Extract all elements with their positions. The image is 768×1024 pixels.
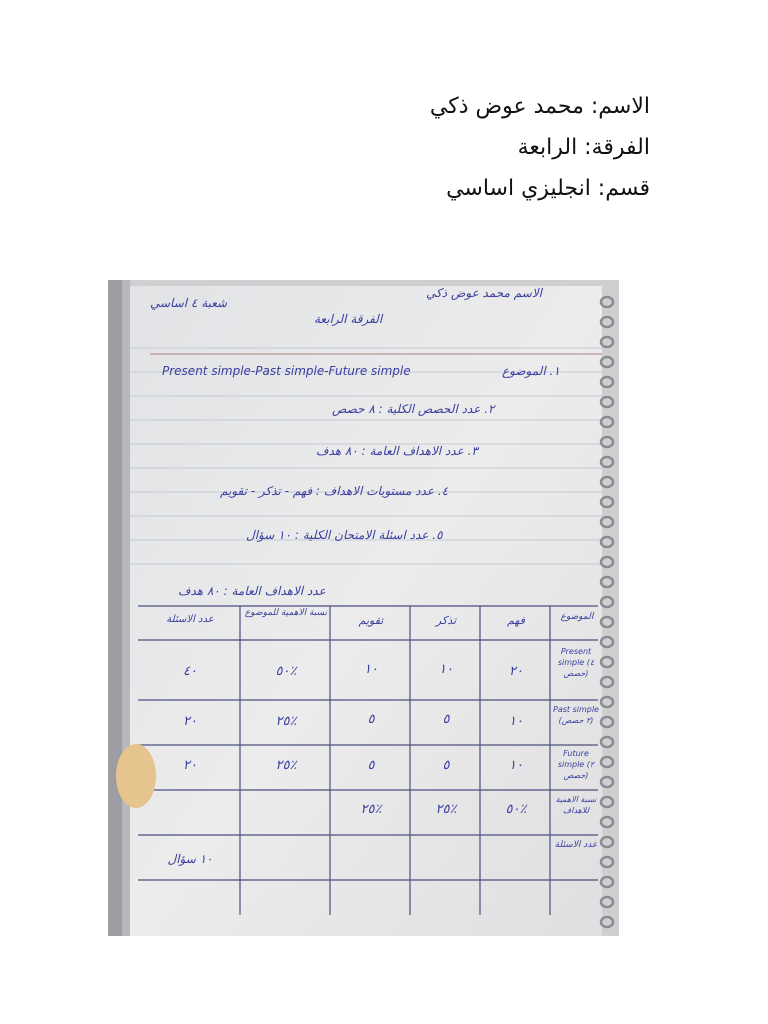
nb-levels: ٤. عدد مستويات الاهداف : فهم - تذكر - تقويم [220, 484, 449, 498]
row1-count: ٤٠ [183, 664, 197, 679]
student-year: الفرقة: الرابعة [517, 135, 650, 160]
tape-sticker [116, 744, 156, 808]
nb-questions: ٥. عدد اسئلة الامتحان الكلية : ١٠ سؤال [246, 528, 443, 542]
nb-table-title: عدد الاهداف العامة : ٨٠ هدف [178, 584, 326, 598]
col-header-evaluate: تقويم [358, 614, 384, 627]
student-info [230, 86, 650, 209]
row3-understand: ١٠ [509, 758, 523, 773]
student-name: الاسم: محمد عوض ذكي [429, 94, 650, 119]
col-header-count: عدد الاسئلة [166, 614, 214, 625]
notebook-page [108, 280, 619, 936]
row4-topic: نسبة الاهمية للاهداف [555, 795, 597, 815]
nb-goals: ٣. عدد الاهداف العامة : ٨٠ هدف [316, 444, 478, 458]
row2-remember: ٥ [442, 712, 450, 727]
col-header-understand: فهم [507, 614, 525, 627]
row5-count: ١٠ سؤال [167, 852, 213, 866]
row4-evaluate: ٢٥٪ [360, 802, 382, 817]
row1-evaluate: ١٠ [364, 662, 378, 677]
row1-weight: ٥٠٪ [275, 664, 297, 679]
col-header-topic: الموضوع [560, 612, 594, 622]
row1-remember: ١٠ [439, 662, 453, 677]
row3-weight: ٢٥٪ [275, 758, 297, 773]
nb-topic-label: ١. الموضوع [502, 364, 560, 378]
row2-weight: ٢٥٪ [275, 714, 297, 729]
nb-topic-value: Present simple-Past simple-Future simple [162, 364, 411, 378]
notebook-photo [108, 280, 619, 936]
col-header-remember: تذكر [435, 614, 457, 627]
row1-understand: ٢٠ [509, 664, 523, 679]
row3-evaluate: ٥ [367, 758, 375, 773]
row3-count: ٢٠ [183, 758, 197, 773]
row3-remember: ٥ [442, 758, 450, 773]
row3-topic: Future simple (٢ حصص) [557, 749, 595, 780]
student-department: قسم: انجليزي اساسي [446, 176, 650, 201]
row5-topic: عدد الاسئلة [554, 840, 598, 850]
nb-year: الفرقة الرابعة [314, 312, 383, 326]
row1-topic: Present simple (٤ حصص) [557, 647, 595, 678]
row2-evaluate: ٥ [367, 712, 375, 727]
row4-understand: ٥٠٪ [505, 802, 527, 817]
row2-understand: ١٠ [509, 714, 523, 729]
nb-name: الاسم محمد عوض ذكي [426, 286, 542, 300]
row4-remember: ٢٥٪ [435, 802, 457, 817]
row2-count: ٢٠ [183, 714, 197, 729]
nb-sessions: ٢. عدد الحصص الكلية : ٨ حصص [332, 402, 495, 416]
col-header-weight: نسبة الاهمية للموضوع [244, 608, 328, 618]
row2-topic: Past simple (٢ حصص) [553, 705, 599, 725]
nb-dept: شعبة ٤ اساسي [150, 296, 228, 310]
